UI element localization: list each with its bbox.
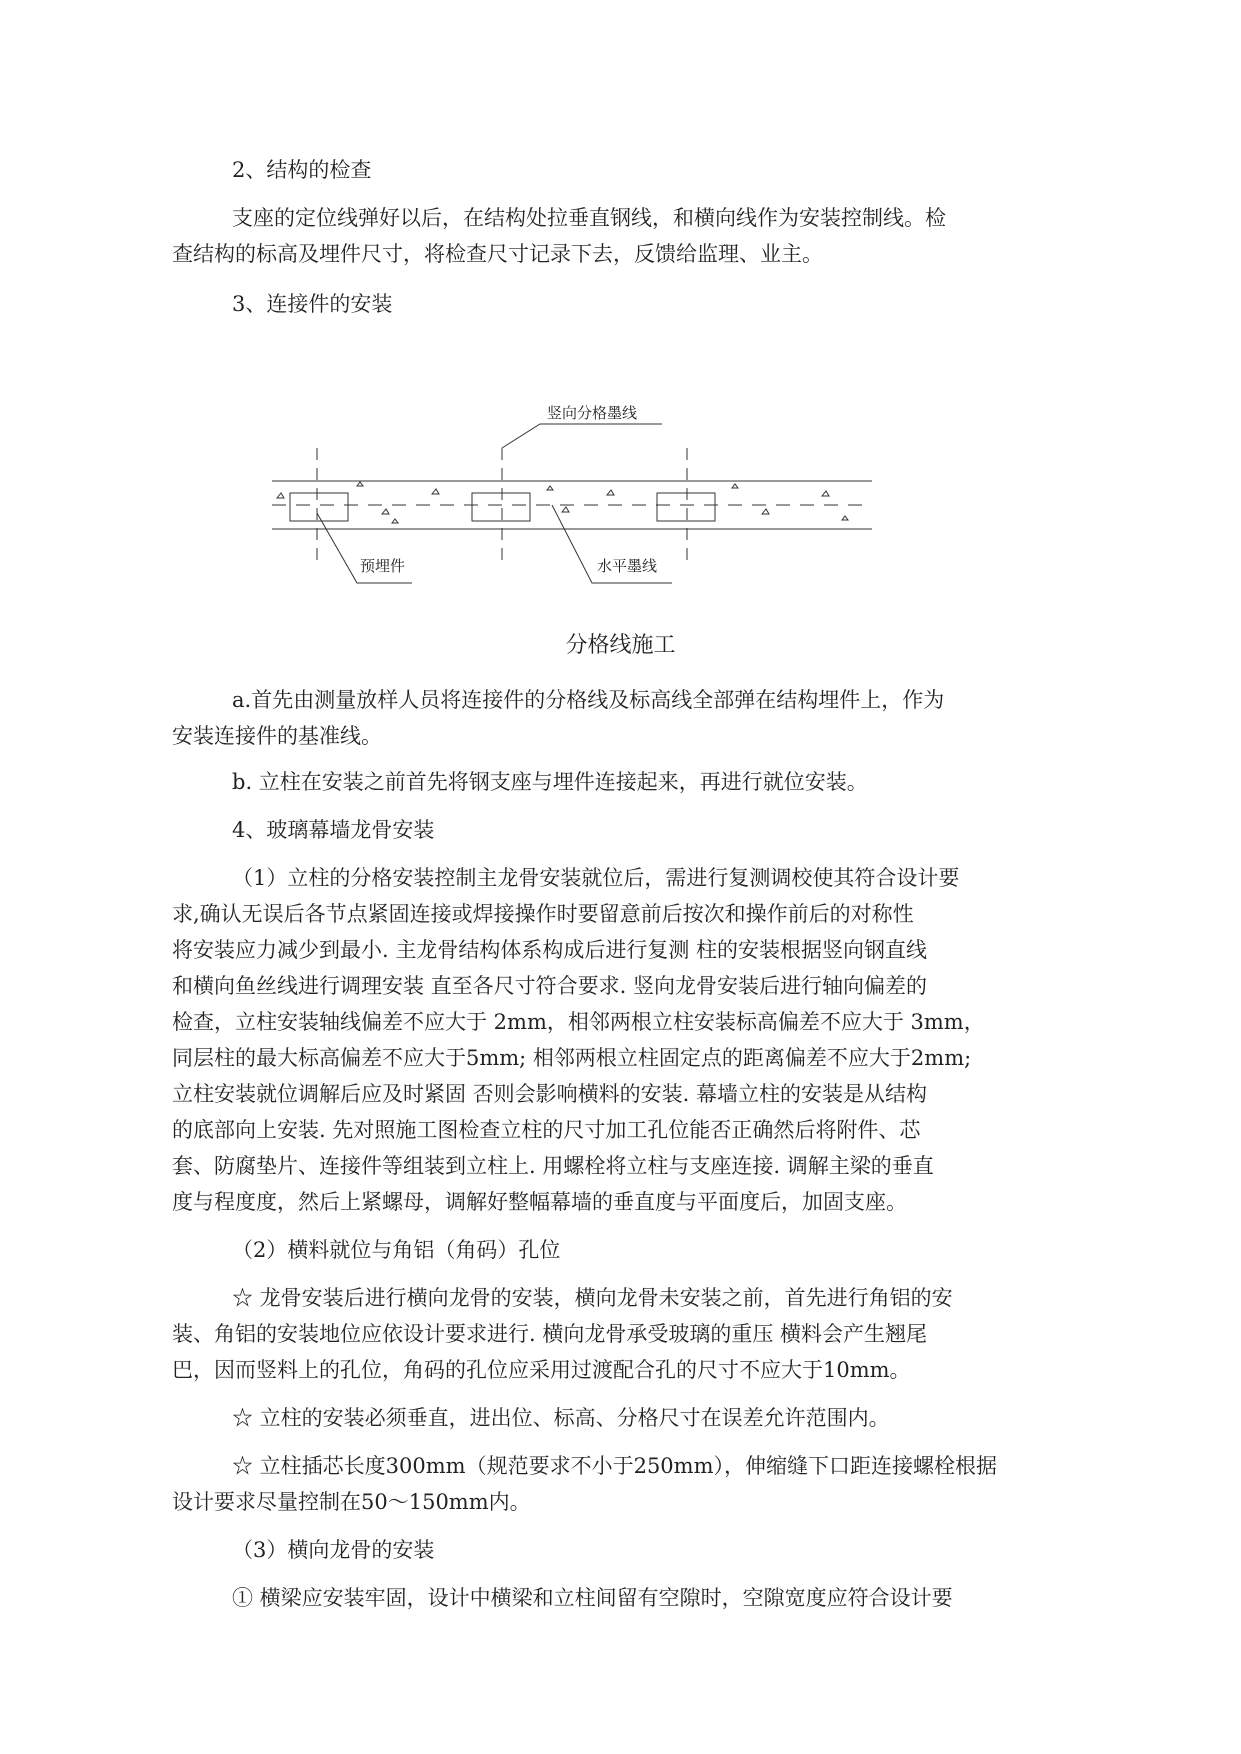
section-2-body-line-1: 支座的定位线弹好以后，在结构处拉垂直钢线，和横向线作为安装控制线。检 [232,206,946,230]
item-1-line-1: ① 横梁应安装牢固，设计中横梁和立柱间留有空隙时，空隙宽度应符合设计要 [232,1586,953,1610]
sub1-line-4: 和横向鱼丝线进行调理安装 直至各尺寸符合要求. 竖向龙骨安装后进行轴向偏差的 [172,974,928,998]
star3-line-1: ☆ 立柱插芯长度300mm（规范要求不小于250mm），伸缩缝下口距连接螺栓根据 [232,1454,997,1478]
label-embedded-part: 预埋件 [360,557,406,575]
sub1-line-5: 检查，立柱安装轴线偏差不应大于 2mm，相邻两根立柱安装标高偏差不应大于 3mm， [172,1010,985,1034]
label-horizontal-ink-line: 水平墨线 [597,557,658,575]
sub1-line-9: 套、防腐垫片、连接件等组装到立柱上. 用螺栓将立柱与支座连接. 调解主梁的垂直 [172,1154,934,1178]
section-3-heading: 3、连接件的安装 [232,292,393,316]
para-b: b. 立柱在安装之前首先将钢支座与埋件连接起来，再进行就位安装。 [232,770,868,794]
embedded-plate-3 [657,493,715,521]
star1-line-3: 巴，因而竖料上的孔位，角码的孔位应采用过渡配合孔的尺寸不应大于10mm。 [172,1358,911,1382]
sub1-line-8: 的底部向上安装. 先对照施工图检查立柱的尺寸加工孔位能否正确然后将附件、芯 [172,1118,921,1142]
section-2-body-line-2: 查结构的标高及埋件尺寸，将检查尺寸记录下去，反馈给监理、业主。 [172,242,823,266]
para-a-line-1: a.首先由测量放样人员将连接件的分格线及标高线全部弹在结构埋件上，作为 [232,688,945,712]
sub3-heading: （3）横向龙骨的安装 [232,1538,435,1562]
sub1-line-1: （1）立柱的分格安装控制主龙骨安装就位后，需进行复测调校使其符合设计要 [232,866,960,890]
sub2-heading: （2）横料就位与角铝（角码）孔位 [232,1238,561,1262]
leader-vertical-label [502,424,662,448]
sub1-line-2: 求,确认无误后各节点紧固连接或焊接操作时要留意前后按次和操作前后的对称性 [172,902,914,926]
grid-line-construction-diagram [262,398,882,618]
label-vertical-ink-line: 竖向分格墨线 [547,404,638,422]
sub1-line-3: 将安装应力减少到最小. 主龙骨结构体系构成后进行复测 柱的安装根据竖向钢直线 [172,938,928,962]
sub1-line-7: 立柱安装就位调解后应及时紧固 否则会影响横料的安装. 幕墙立柱的安装是从结构 [172,1082,928,1106]
star3-line-2: 设计要求尽量控制在50～150mm内。 [172,1490,531,1514]
star1-line-2: 装、角铝的安装地位应依设计要求进行. 横向龙骨承受玻璃的重压 横料会产生翘尾 [172,1322,928,1346]
section-4-heading: 4、玻璃幕墙龙骨安装 [232,818,435,842]
figure-caption: 分格线施工 [565,633,676,658]
section-2-heading: 2、结构的检查 [232,158,372,182]
star1-line-1: ☆ 龙骨安装后进行横向龙骨的安装，横向龙骨未安装之前，首先进行角铝的安 [232,1286,953,1310]
sub1-line-10: 度与程度度，然后上紧螺母，调解好整幅幕墙的垂直度与平面度后，加固支座。 [172,1190,907,1214]
star2: ☆ 立柱的安装必须垂直，进出位、标高、分格尺寸在误差允许范围内。 [232,1406,890,1430]
embedded-plate-2 [472,493,530,521]
sub1-line-6: 同层柱的最大标高偏差不应大于5mm; 相邻两根立柱固定点的距离偏差不应大于2mm; [172,1046,972,1070]
para-a-line-2: 安装连接件的基准线。 [172,724,382,748]
